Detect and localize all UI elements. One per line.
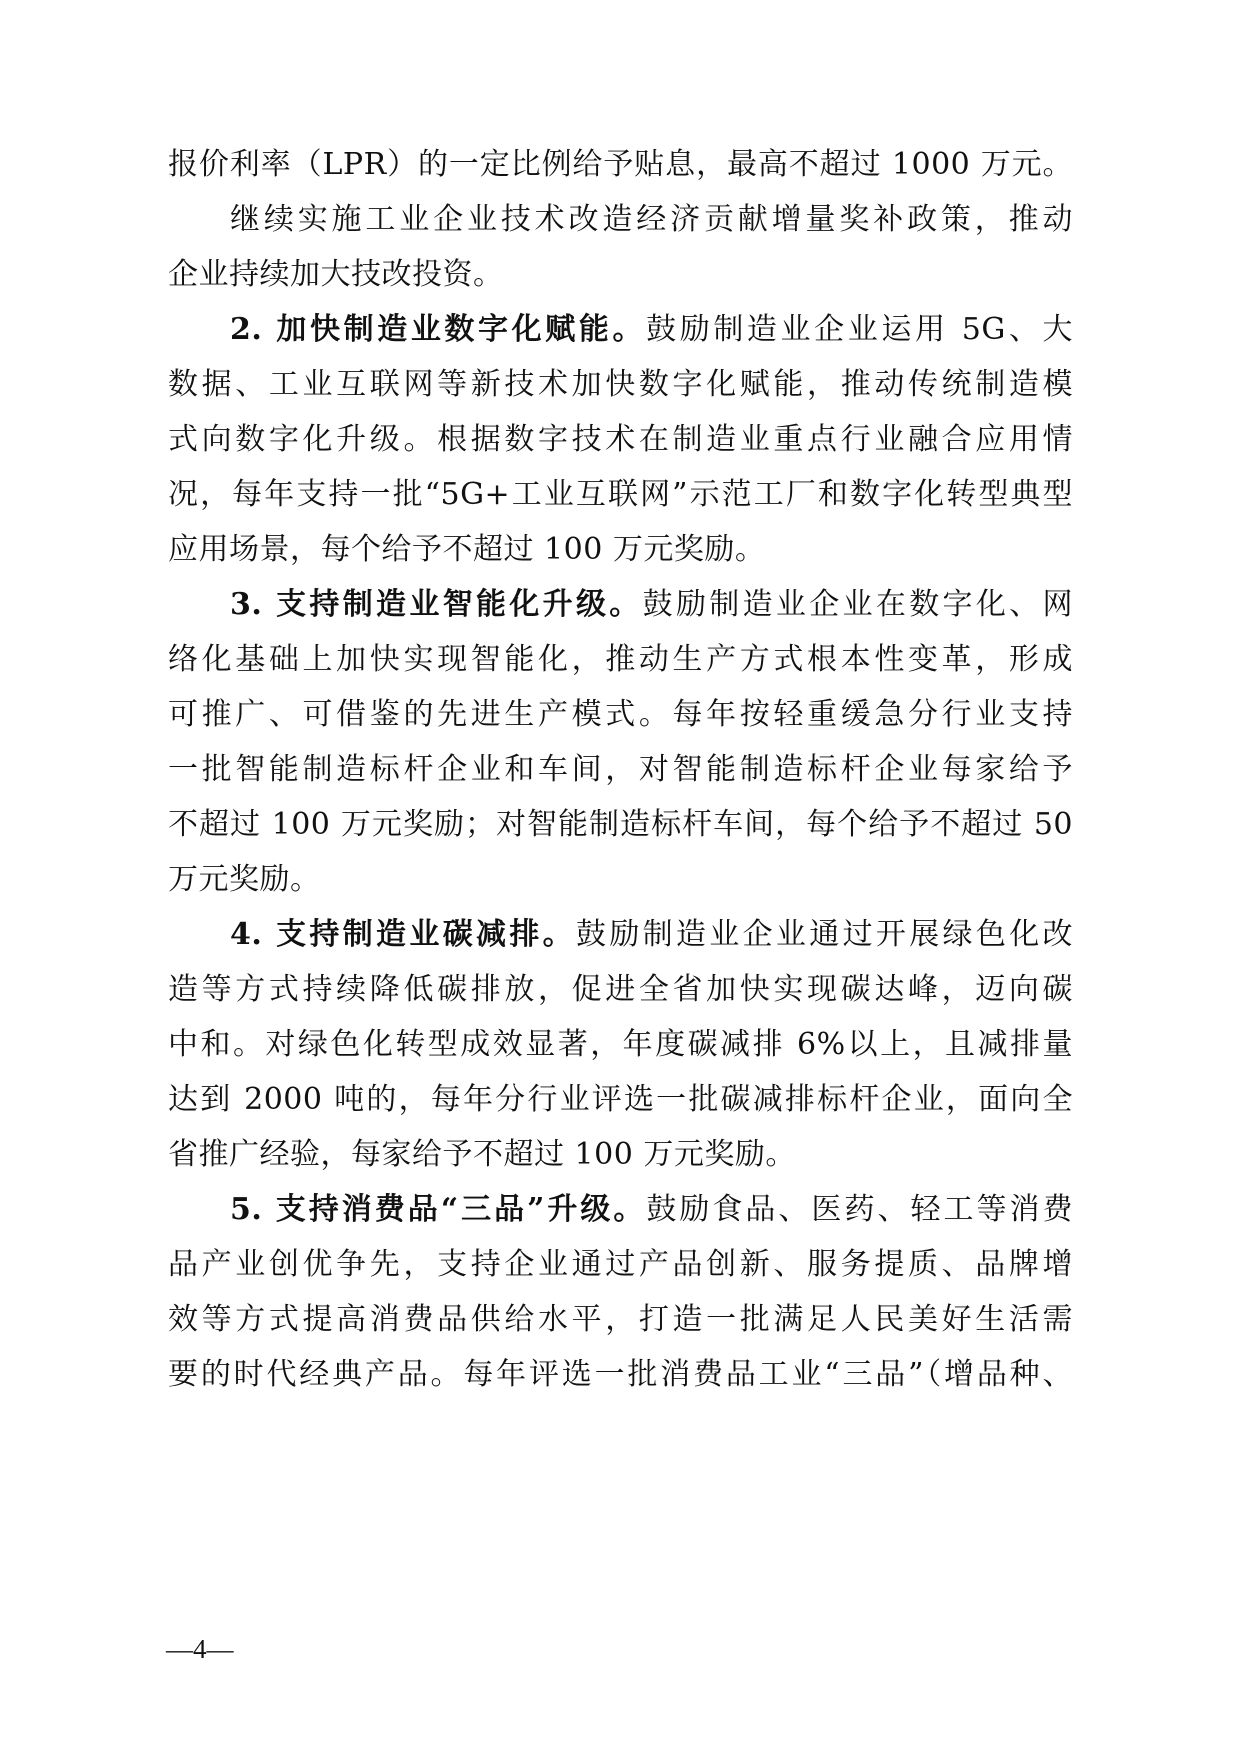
paragraph-line: 继续实施工业企业技术改造经济贡献增量奖补政策，推动 xyxy=(230,202,1073,237)
paragraph-line: 络化基础上加快实现智能化，推动生产方式根本性变革，形成 xyxy=(168,642,1073,677)
paragraph-line: 不超过 100 万元奖励；对智能制造标杆车间，每个给予不超过 50 xyxy=(168,807,1073,842)
paragraph-line: 报价利率（LPR）的一定比例给予贴息，最高不超过 1000 万元。 xyxy=(168,147,1073,182)
paragraph-line: 式向数字化升级。根据数字技术在制造业重点行业融合应用情 xyxy=(168,422,1073,457)
section-3-heading: 3. 支持制造业智能化升级。 xyxy=(230,587,643,622)
paragraph-line: 省推广经验，每家给予不超过 100 万元奖励。 xyxy=(168,1137,796,1172)
paragraph-line: 达到 2000 吨的，每年分行业评选一批碳减排标杆企业，面向全 xyxy=(168,1082,1073,1117)
section-3-first-line xyxy=(230,585,1073,625)
section-4-heading: 4. 支持制造业碳减排。 xyxy=(230,917,576,952)
section-5-heading: 5. 支持消费品“三品”升级。 xyxy=(230,1192,647,1227)
paragraph-line: 一批智能制造标杆企业和车间，对智能制造标杆企业每家给予 xyxy=(168,752,1073,787)
paragraph-line: 企业持续加大技改投资。 xyxy=(168,257,504,292)
paragraph-line: 数据、工业互联网等新技术加快数字化赋能，推动传统制造模 xyxy=(168,367,1073,402)
section-2-heading: 2. 加快制造业数字化赋能。 xyxy=(230,312,647,347)
paragraph-line: 要的时代经典产品。每年评选一批消费品工业“三品”（增品种、 xyxy=(168,1357,1073,1392)
paragraph-line: 造等方式持续降低碳排放，促进全省加快实现碳达峰，迈向碳 xyxy=(168,972,1073,1007)
section-3-text: 鼓励制造业企业在数字化、网 xyxy=(642,587,1074,622)
paragraph-line: 可推广、可借鉴的先进生产模式。每年按轻重缓急分行业支持 xyxy=(168,697,1073,732)
section-4-first-line xyxy=(230,915,1073,955)
page-number: —4— xyxy=(166,1634,234,1664)
section-2-first-line xyxy=(230,310,1073,350)
section-5-text: 鼓励食品、医药、轻工等消费 xyxy=(646,1192,1073,1227)
paragraph-line: 万元奖励。 xyxy=(168,862,321,897)
section-4-text: 鼓励制造业企业通过开展绿色化改 xyxy=(576,917,1074,952)
section-2-text: 鼓励制造业企业运用 5G、大 xyxy=(646,312,1074,347)
paragraph-line: 品产业创优争先，支持企业通过产品创新、服务提质、品牌增 xyxy=(168,1247,1073,1282)
paragraph-line: 应用场景，每个给予不超过 100 万元奖励。 xyxy=(168,532,766,567)
paragraph-line: 效等方式提高消费品供给水平，打造一批满足人民美好生活需 xyxy=(168,1302,1073,1337)
paragraph-line: 况，每年支持一批“5G+工业互联网”示范工厂和数字化转型典型 xyxy=(168,477,1073,512)
section-5-first-line xyxy=(230,1190,1073,1230)
paragraph-line: 中和。对绿色化转型成效显著，年度碳减排 6%以上，且减排量 xyxy=(168,1027,1073,1062)
